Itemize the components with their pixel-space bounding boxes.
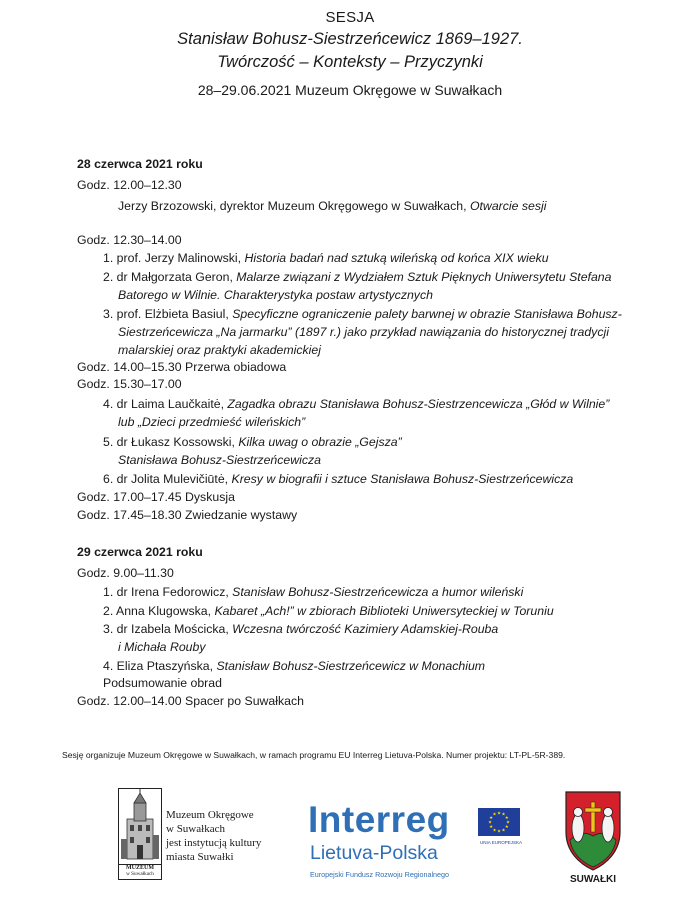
organizer-footnote: Sesję organizuje Muzeum Okręgowe w Suwałkach, w ramach programu EU Interreg Lietuva-Polska. Numer projektu: LT-PL-5R-389.	[62, 750, 566, 760]
program-line-text: 6. dr Jolita Mulevičiūtė,	[103, 472, 232, 486]
program-line-text: 1. dr Irena Fedorowicz,	[103, 585, 233, 599]
program-line	[77, 376, 182, 392]
program-line	[103, 269, 611, 285]
eu-star: ★	[492, 811, 497, 817]
session-label: SESJA	[325, 9, 375, 26]
museum-line2: w Suwałkach	[166, 823, 225, 835]
program-line	[77, 232, 182, 248]
program-line	[77, 693, 304, 709]
program-line-title: Stanisława Bohusz-Siestrzeńcewicza	[118, 453, 321, 467]
interreg-fund-name: Europejski Fundusz Rozwoju Regionalnego	[310, 870, 450, 879]
program-line	[118, 414, 305, 430]
program-line	[77, 507, 297, 523]
eu-star: ★	[501, 811, 506, 817]
day-heading	[77, 156, 203, 172]
program-line-text: Godz. 14.00–15.30 Przerwa obiadowa	[77, 360, 287, 374]
program-line-text: 3. dr Izabela Mościcka,	[103, 622, 233, 636]
program-line-text: 4. Eliza Ptaszyńska,	[103, 659, 217, 673]
museum-badge-top: MUZEUM	[119, 864, 161, 871]
program-line-title: Wczesna twórczość Kazimiery Adamskiej-Rouba	[232, 622, 499, 636]
program-line-text: Godz. 9.00–11.30	[77, 566, 174, 580]
program-line-text: 29 czerwca 2021 roku	[77, 545, 203, 559]
program-line-text: Podsumowanie obrad	[103, 676, 222, 690]
program-line-text: 5. dr Łukasz Kossowski,	[103, 435, 239, 449]
program-line	[103, 658, 485, 674]
program-line	[103, 471, 573, 487]
program-line	[118, 287, 433, 303]
suwalki-coat-of-arms	[558, 788, 628, 888]
program-line	[77, 489, 235, 505]
program-line-text: Godz. 15.30–17.00	[77, 377, 182, 391]
program-line	[118, 452, 321, 468]
program-line	[77, 565, 174, 581]
program-line-title: Zagadka obrazu Stanisława Bohusz-Siestrzencewicza „Głód w Wilnie”	[227, 397, 610, 411]
program-line	[103, 675, 222, 691]
eu-star: ★	[496, 810, 502, 816]
program-line-title: Specyficzne ograniczenie palety barwnej w obrazie Stanisława Bohusz-	[232, 307, 622, 321]
museum-line3: jest instytucją kultury	[166, 837, 262, 849]
museum-line4: miasta Suwałki	[166, 851, 234, 863]
program-line	[118, 198, 547, 214]
program-line-text: 4. dr Laima Laučkaitė,	[103, 397, 228, 411]
program-line-title: Kabaret „Ach!” w zbiorach Biblioteki Uniwersyteckiej w Toruniu	[214, 604, 554, 618]
program-line	[103, 396, 609, 412]
program-line-title: Batorego w Wilnie. Charakterystyka postaw artystycznych	[118, 288, 433, 302]
eu-caption: UNIA EUROPEJSKA	[480, 840, 523, 845]
program-line	[118, 639, 205, 655]
program-line-text: Godz. 17.45–18.30 Zwiedzanie wystawy	[77, 508, 298, 522]
program-line	[103, 621, 498, 637]
program-line	[118, 324, 609, 340]
session-title-line1: Stanisław Bohusz-Siestrzeńcewicz 1869–1927.	[177, 30, 523, 48]
program-line-title: Malarze związani z Wydziałem Sztuk Pięknych Uniwersytetu Stefana	[236, 270, 612, 284]
eu-star: ★	[489, 824, 494, 829]
eu-star: ★	[489, 815, 494, 820]
program-line	[103, 603, 554, 619]
program-line-title: Stanisław Bohusz-Siestrzeńcewicza a humor wileński	[232, 585, 524, 599]
session-date-place: 28–29.06.2021 Muzeum Okręgowe w Suwałkach	[197, 82, 503, 98]
eu-star: ★	[487, 819, 493, 825]
program-line-title: Historia badań nad sztuką wileńską od końca XIX wieku	[244, 251, 549, 265]
program-line	[118, 342, 321, 358]
program-line	[103, 584, 523, 600]
program-line-text: Godz. 12.00–14.00 Spacer po Suwałkach	[77, 694, 304, 708]
program-line-text: 28 czerwca 2021 roku	[77, 157, 203, 171]
program-line	[103, 434, 402, 450]
eu-flag-icon	[478, 808, 520, 836]
interreg-logo	[300, 800, 540, 890]
session-header	[0, 8, 700, 100]
program-line-text: Godz. 12.30–14.00	[77, 233, 182, 247]
program-line-text: Jerzy Brzozowski, dyrektor Muzeum Okręgowego w Suwałkach,	[118, 199, 470, 213]
interreg-program-name: Lietuva-Polska	[310, 842, 438, 864]
program-line-title: lub „Dzieci przedmieść wileńskich”	[118, 415, 306, 429]
coat-of-arms-icon	[558, 788, 628, 872]
program-line	[77, 177, 182, 193]
program-line-title: Kresy w biografii i sztuce Stanisława Bohusz-Siestrzeńcewicza	[231, 472, 574, 486]
day-heading	[77, 544, 203, 560]
program-line-text: 2. dr Małgorzata Geron,	[103, 270, 237, 284]
eu-star: ★	[492, 827, 497, 833]
museum-badge-bottom: w Suwałkach	[126, 871, 154, 877]
museum-logo-text	[166, 808, 261, 864]
interreg-wordmark: Interreg	[308, 799, 450, 840]
program-line-text: 1. prof. Jerzy Malinowski,	[103, 251, 245, 265]
program-line	[103, 250, 549, 266]
museum-logo	[118, 788, 278, 880]
eu-star: ★	[496, 828, 502, 834]
program-line-title: Kilka uwag o obrazie „Gejsza”	[238, 435, 402, 449]
city-name: SUWAŁKI	[569, 874, 617, 885]
museum-line1: Muzeum Okręgowe	[166, 809, 254, 821]
eu-star: ★	[505, 819, 511, 825]
museum-building-icon	[118, 788, 162, 880]
program-line	[103, 306, 622, 322]
eu-star: ★	[504, 824, 509, 829]
eu-star: ★	[501, 827, 506, 833]
program-line-title: Stanisław Bohusz-Siestrzeńcewicz w Monachium	[216, 659, 486, 673]
program-line-title: malarskiej oraz praktyki akademickiej	[118, 343, 321, 357]
program-line-text: 2. Anna Klugowska,	[103, 604, 215, 618]
program-line-text: Godz. 17.00–17.45 Dyskusja	[77, 490, 235, 504]
program-line-title: i Michała Rouby	[118, 640, 206, 654]
program-line-text: Godz. 12.00–12.30	[77, 178, 182, 192]
session-title-line2: Twórczość – Konteksty – Przyczynki	[217, 53, 483, 71]
program-line-title: Siestrzeńcewicza „Na jarmarku” (1897 r.) jako przykład nawiązania do historycznej tradycji	[118, 325, 609, 339]
program-line	[77, 359, 286, 375]
eu-star: ★	[504, 815, 509, 820]
program-line-text: 3. prof. Elżbieta Basiul,	[103, 307, 233, 321]
program-line-title: Otwarcie sesji	[469, 199, 547, 213]
